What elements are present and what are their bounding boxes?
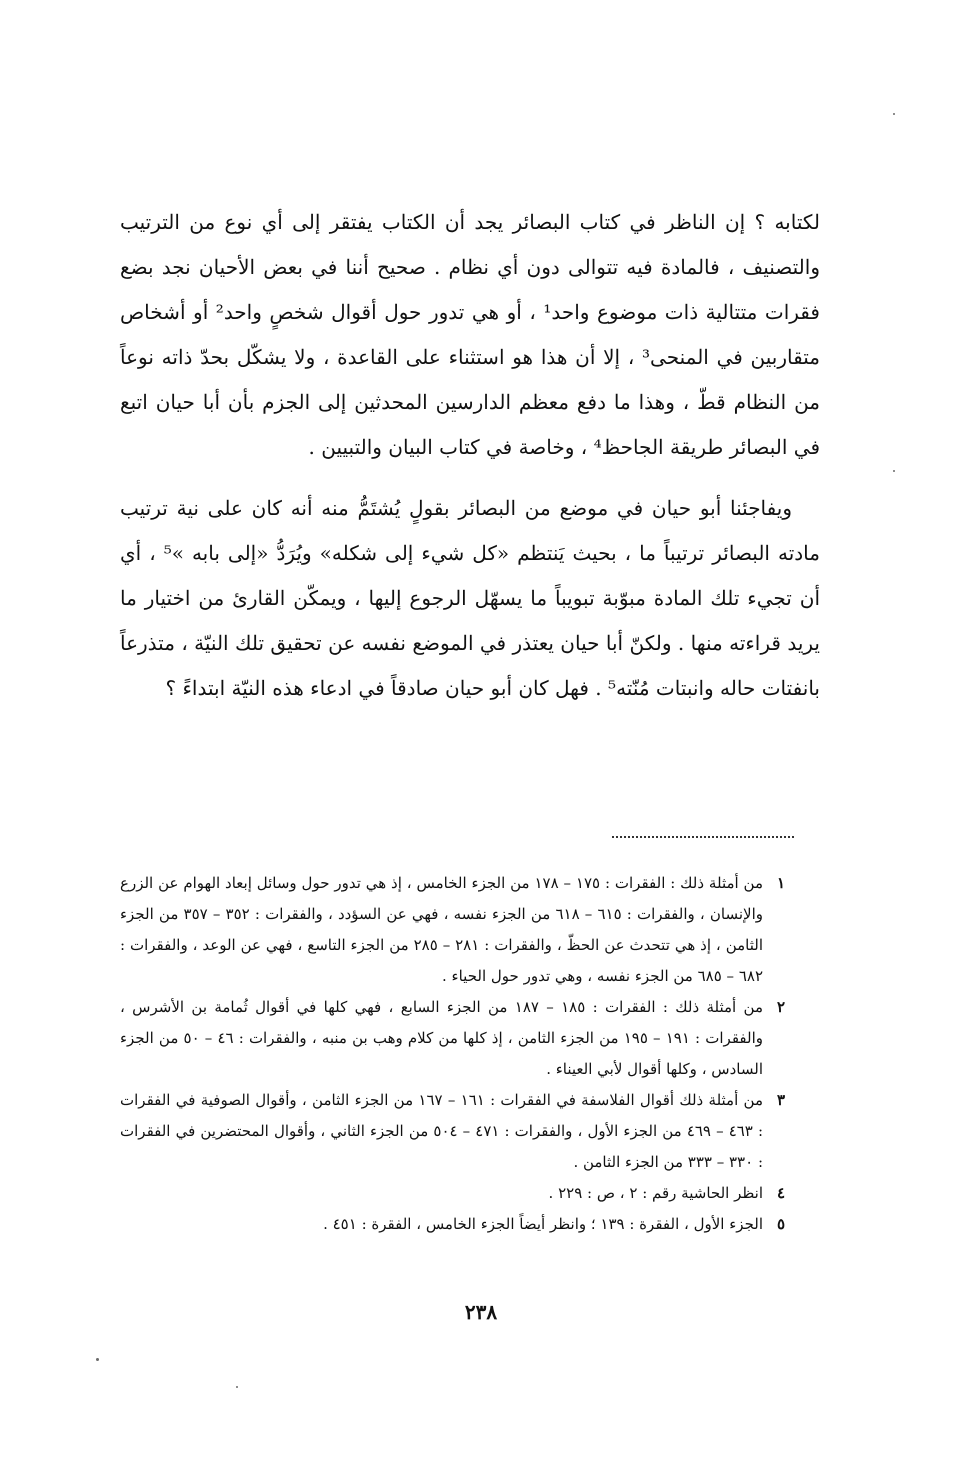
body-paragraph: لكتابه ؟ إن الناظر في كتاب البصائر يجد أن الكتاب يفتقر إلى أي نوع من الترتيب والتصنيف ، فالمادة فيه تتوالى دون أي نظام . صحيح أننا في بعض الأحيان نجد بضع فقرات متتالية ذات موضوع واحد¹ ، أو هي تدور حول أقوال شخصٍ واحد² أو أشخاص متقاربين في المنحى³ ، إلا أن هذا هو استثناء على القاعدة ، ولا يشكّل بحدّ ذاته نوعاً من النظام قطّ ، وهذا ما دفع معظم الدارسين المحدثين إلى الجزم بأن أبا حيان اتبع في البصائر طريقة الجاحظ⁴ ، وخاصة في كتاب البيان والتبيين . [120, 210, 820, 459]
footnote-item [120, 868, 785, 992]
scan-speck [893, 470, 895, 472]
scan-speck [236, 1386, 238, 1388]
footnotes [120, 868, 785, 1240]
footnote-text: من أمثلة ذلك : الفقرات : ١٨٥ – ١٨٧ من الجزء السابع ، فهي كلها في أقوال ثُمامة بن الأشرس ، والفقرات : ١٩١ – ١٩٥ من الجزء الثامن ، إذ كلها من كلام وهب بن منبه ، والفقرات : ٤٦ – ٥٠ من الجزء السادس ، وكلها أقوال لأبي العيناء . [120, 998, 763, 1078]
scan-speck [96, 1358, 99, 1361]
footnote-text: انظر الحاشية رقم : ٢ ، ص : ٢٢٩ . [548, 1184, 763, 1202]
footnote-text: الجزء الأول ، الفقرة : ١٣٩ ؛ وانظر أيضاً الجزء الخامس ، الفقرة : ٤٥١ . [323, 1215, 763, 1233]
footnote-number: ٤ [776, 1184, 785, 1202]
scan-speck [893, 113, 895, 115]
footnote-item [120, 1085, 785, 1178]
footnote-number: ١ [776, 874, 785, 892]
footnote-item [120, 1209, 785, 1240]
footnote-number: ٥ [776, 1215, 785, 1233]
footnote-number: ٣ [776, 1091, 785, 1109]
body-paragraph: ويفاجئنا أبو حيان في موضع من البصائر بقولٍ يُشتَمُّ منه أنه كان على نية ترتيب مادته البصائر ترتيباً ما ، بحيث يَنتظم «كل شيء إلى شكله» ويُرَدُّ «إلى بابه »⁵ ، أي أن تجيء تلك المادة مبوّبة تبويباً ما يسهّل الرجوع إليها ، ويمكّن القارئ من اختيار ما يريد قراءته منها . ولكنّ أبا حيان يعتذر في الموضع نفسه عن تحقيق تلك النيّة ، متذرعاً بانفتات حاله وانبتات مُنّته⁵ . فهل كان أبو حيان صادقاً في ادعاء هذه النيّة ابتداءً ؟ [120, 496, 820, 700]
footnote-item [120, 1178, 785, 1209]
footnote-separator [612, 836, 794, 838]
main-text [120, 200, 820, 711]
footnote-item [120, 992, 785, 1085]
footnote-number: ٢ [776, 998, 785, 1016]
footnote-text: من أمثلة ذلك : الفقرات : ١٧٥ – ١٧٨ من الجزء الخامس ، إذ هي تدور حول وسائل إبعاد الهوام عن الزرع والإنسان ، والفقرات : ٦١٥ – ٦١٨ من الجزء نفسه ، فهي عن السؤدد ، والفقرات : ٣٥٢ – ٣٥٧ من الجزء الثامن ، إذ هي تتحدث عن الحظّ ، والفقرات : ٢٨١ – ٢٨٥ من الجزء التاسع ، فهي عن الوعد ، والفقرات : ٦٨٢ – ٦٨٥ من الجزء نفسه ، وهي تدور حول الحياء . [120, 874, 763, 985]
page-number: ٢٣٨ [464, 1300, 498, 1324]
footnote-text: من أمثلة ذلك أقوال الفلاسفة في الفقرات : ١٦١ – ١٦٧ من الجزء الثامن ، وأقوال الصوفية في الفقرات : ٤٦٣ – ٤٦٩ من الجزء الأول ، والفقرات : ٤٧١ – ٥٠٤ من الجزء الثاني ، وأقوال المحتضرين في الفقرات : ٣٣٠ – ٣٣٣ من الجزء الثامن . [120, 1091, 764, 1171]
